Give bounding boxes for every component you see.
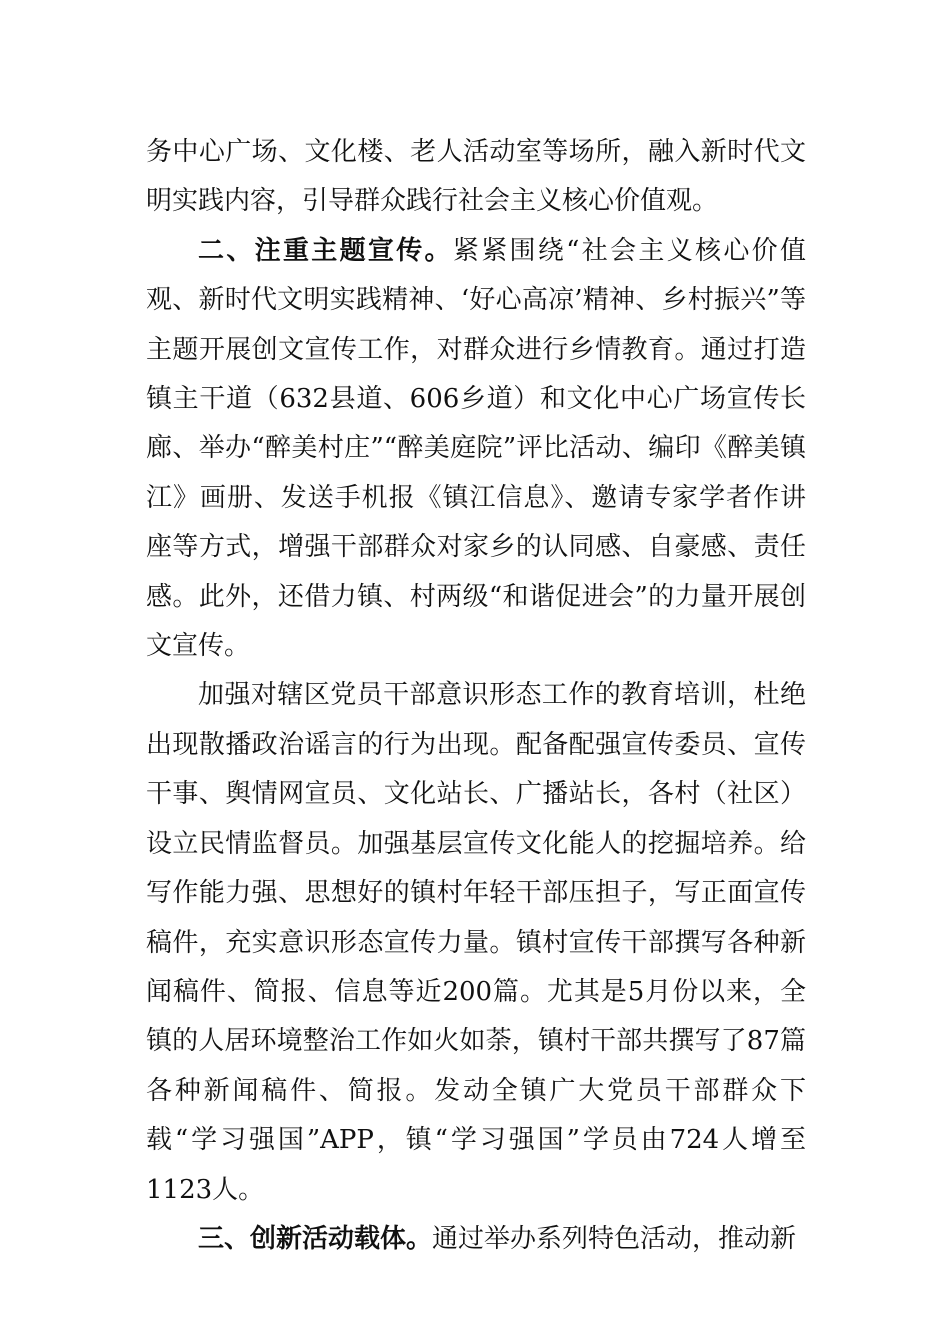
document-body xyxy=(146,128,806,1264)
paragraph-4-text: 通过举办系列特色活动，推动新 xyxy=(432,1223,797,1254)
paragraph-2-text: 紧紧围绕“社会主义核心价值观、新时代文明实践精神、‘好心高凉’精神、乡村振兴”等主题开展创文宣传工作，对群众进行乡情教育。通过打造镇主干道（632县道、606乡道）和文化中心广场宣传长廊、举办“醉美村庄”“醉美庭院”评比活动、编印《醉美镇江》画册、发送手机报《镇江信息》、邀请专家学者作讲座等方式，增强干部群众对家乡的认同感、自豪感、责任感。此外，还借力镇、村两级“和谐促进会”的力量开展创文宣传。 xyxy=(146,235,806,662)
paragraph-3-text: 加强对辖区党员干部意识形态工作的教育培训，杜绝出现散播政治谣言的行为出现。配备配强宣传委员、宣传干事、舆情网宣员、文化站长、广播站长，各村（社区）设立民情监督员。加强基层宣传文化能人的挖掘培养。给写作能力强、思想好的镇村年轻干部压担子，写正面宣传稿件，充实意识形态宣传力量。镇村宣传干部撰写各种新闻稿件、简报、信息等近200篇。尤其是5月份以来，全镇的人居环境整治工作如火如荼，镇村干部共撰写了87篇各种新闻稿件、简报。发动全镇广大党员干部群众下载“学习强国”APP，镇“学习强国”学员由724人增至1123人。 xyxy=(146,680,806,1205)
section-heading-2: 二、注重主题宣传。 xyxy=(198,235,453,266)
paragraph-2 xyxy=(146,227,806,672)
paragraph-4 xyxy=(146,1215,806,1264)
paragraph-1 xyxy=(146,128,806,227)
paragraph-3 xyxy=(146,671,806,1214)
section-heading-3: 三、创新活动载体。 xyxy=(198,1223,433,1254)
paragraph-1-text: 务中心广场、文化楼、老人活动室等场所，融入新时代文明实践内容，引导群众践行社会主义核心价值观。 xyxy=(146,137,806,217)
